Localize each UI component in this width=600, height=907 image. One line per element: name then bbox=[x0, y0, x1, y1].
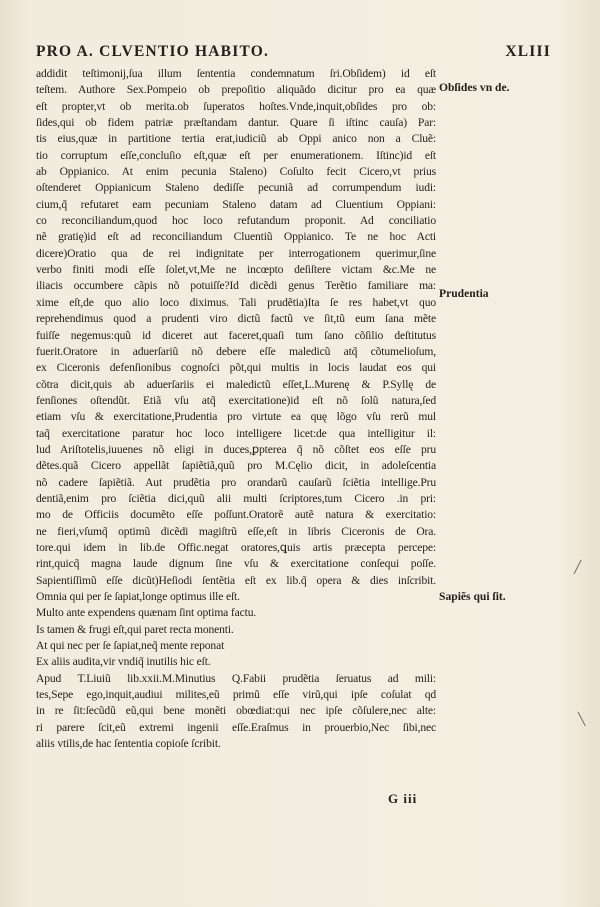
signature-mark: G iii bbox=[388, 791, 418, 806]
text-line: tio corruptum eſſe,concluſio eſt,quæ eſt per enumerationem. Iſtinc)id eſt bbox=[36, 148, 436, 162]
text-line: in re ſit:ſecũdũ eũ,qui bene monẽti obœdiat:qui nec ipſe cõſulere,nec alte: bbox=[36, 704, 436, 718]
text-line: aliis vtilis,de hac ſententia copioſe ſcribit. bbox=[36, 737, 221, 751]
text-line: reprehendimus quod a prudenti viro dictũ factũ ve ſit,tũ eum ſana mẽte bbox=[36, 312, 436, 326]
margin-mark: ╱ bbox=[574, 560, 582, 574]
margin-note-sapiens: Sapiẽs qui ſit. bbox=[439, 590, 506, 603]
verse-line: Ex aliis audita,vir vndiq̃ inutilis hic eſt. bbox=[36, 655, 211, 669]
text-line: mo de Officiis documẽto eſſe poſſunt.Oratorẽ autẽ natura & exercitatio: bbox=[36, 508, 436, 522]
text-line: etiam vſu & exercitatione,Prudentia pro virtute ea quę lõgo vſu rerũ mul bbox=[36, 410, 436, 424]
folio-number: XLIII bbox=[505, 43, 551, 60]
running-title: PRO A. CLVENTIO HABITO. bbox=[36, 43, 270, 60]
text-line: addidit teſtimonij,ſua illum ſententia condemnatum ſri.Obſidem) id eſt bbox=[36, 67, 436, 80]
text-line: xime eſt,de quo alio loco diximus. Tali prudẽtia)Ita ſe res habet,vt quo bbox=[36, 295, 436, 309]
text-line: tes,Sepe ego,inquit,audiui milites,eũ primũ eſſe virũ,qui ipſe coſulat qd bbox=[36, 688, 436, 702]
text-line: teſtem. Authore Sex.Pompeio ob prepoſitio aliquãdo dicitur pro ea quæ bbox=[36, 83, 436, 97]
margin-note-obsides: Obſides vn de. bbox=[439, 81, 510, 94]
text-line: dentiã,enim pro ſciẽtia dici,quũ alii multi ſcriptores,tum Cicero .in pri: bbox=[36, 491, 436, 505]
text-line: Sapientiſſimũ eſſe dicũt)Heſiodi ſentẽtia eſt ex lib.q̃ opera & dies inſcribit. bbox=[36, 573, 436, 587]
text-line: Apud T.Liuiũ lib.xxii.M.Minutius Q.Fabii prudẽtia ſeruatus ad mili: bbox=[36, 671, 436, 685]
text-line: fuiſſe negemus:quũ id diceret aut faceret,quaſi tum ſano cõſilio deſtitutus bbox=[36, 328, 436, 342]
text-line: tore.qui idem in lib.de Offic.negat oratores,ꝗuis artis præcepta percepe: bbox=[36, 540, 436, 554]
commentary-text bbox=[36, 66, 436, 752]
margin-note-prudentia: Prudentia bbox=[439, 287, 489, 300]
page-header bbox=[36, 43, 551, 65]
text-line: nõ cadere ſapiẽtiã. Aut prudẽtia pro orandarũ cauſarũ ſciẽtia intellige.Pru bbox=[36, 475, 436, 489]
text-line: verbo finiti modi eſſe ſolet,vt,Me ne incœpto deſiſtere victam &c.Me ne bbox=[36, 263, 436, 277]
text-line: rint,quicq̃ magna laude dignum ſine vſu & exercitatione conſequi poſſe. bbox=[36, 557, 436, 571]
text-line: ſides,qui ob fidem patriæ præſtandam dantur. Quare ſi iſtinc cauſa) Par: bbox=[36, 116, 436, 130]
text-line: fenſiones oſtendũt. Etiã vſu atq̃ exercitatione)id eſt nõ ſolũ natura,ſed bbox=[36, 393, 436, 407]
text-line: lud Ariſtotelis,iuuenes nõ eligi in duces,ꝑpterea q̃ nõ cõſtet eos eſſe pru bbox=[36, 442, 436, 456]
text-line: oſtenderet Oppianicum Staleno dediſſe pecuniã ad corrumpendum iudi: bbox=[36, 181, 436, 195]
text-line: ex Ciceronis defenſionibus cognoſci põt,qui multis in locis laudat eos qui bbox=[36, 361, 436, 375]
text-line: ri parere ſcit,eũ extremi ingenii eſſe.Eraſmus in prouerbio,Nec ſibi,nec bbox=[36, 720, 436, 734]
text-line: co reconciliandum,quod hoc loco refutandum proponit. Ad conciliatio bbox=[36, 214, 436, 228]
text-line: dẽtes.quã Cicero appellãt ſapiẽtiã,quũ pro M.Cęlio dicit, in adoleſcentia bbox=[36, 459, 436, 473]
text-line: tis eius,quæ in partitione tertia erat,iudiciũ ab Oppi anico non a Cluẽ: bbox=[36, 132, 436, 146]
text-line: fuerit.Oratore in aduerſariũ nõ debere eſſe maledicũ atq̃ cõtumelioſum, bbox=[36, 344, 436, 358]
text-line: cium,q̃ refutaret eam pecuniam Staleno datam ad Cluentium Oppiani: bbox=[36, 197, 436, 211]
verse-line: Omnia qui per ſe ſapiat,longe optimus ille eſt. bbox=[36, 590, 240, 603]
verse-line: Multo ante expendens quænam ſint optima factu. bbox=[36, 606, 257, 620]
verse-line: Is tamen & frugi eſt,qui paret recta monenti. bbox=[36, 622, 234, 636]
text-line: cõtra dicit,quis ab aduerſariis ei maledictũ eſſet,L.Murenę & P.Syllę de bbox=[36, 377, 436, 391]
margin-mark: ╲ bbox=[578, 712, 586, 726]
verse-line: At qui nec per ſe ſapiat,neq̃ mente reponat bbox=[36, 639, 225, 653]
text-line: ab Oppianico. At enim pecunia Staleno) Coſulto fecit Cicero,vt prius bbox=[36, 165, 436, 179]
text-line: eſt propter,vt ob merita.ob ſuperatos hoſtes.Vnde,inquit,obſides pro ob: bbox=[36, 99, 436, 113]
text-line: nẽ gratię)id eſt ad reconciliandum Cluentiũ Oppianico. Te ne hoc Acti bbox=[36, 230, 436, 244]
text-line: dicere)Oratio qua de rei indignitate per interrogationem querimur,ſine bbox=[36, 246, 436, 260]
text-line: taq̃ exercitatione paratur hoc loco intelligere licet:de qua intelligitur il: bbox=[36, 426, 436, 440]
text-line: ne fieri,vſumq̃ optimũ dicẽdi magiſtrũ eſſe,eſt in libris Ciceronis de Ora. bbox=[36, 524, 436, 538]
text-line: iliacis occumbere cãpis nõ potuiſſe?Id dicẽdi genus Terẽtio familiare ma: bbox=[36, 279, 436, 293]
